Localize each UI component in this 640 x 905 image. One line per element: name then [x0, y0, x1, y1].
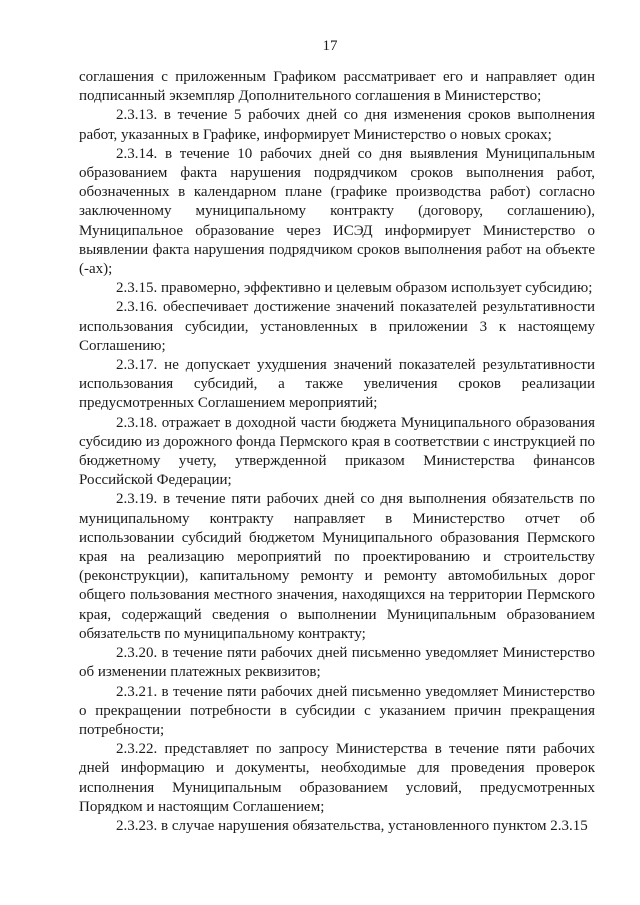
paragraph-continuation: соглашения с приложенным Графиком рассматривает его и направляет один подписанный экземпляр Дополнительного соглашения в Министерство; — [79, 69, 595, 105]
paragraph-2-3-22: 2.3.22. представляет по запросу Министерства в течение пяти рабочих дней информацию и документы, необходимые для проведения проверок исполнения Муниципальным образованием условий, предусмотренных Порядком и настоящим Соглашением; — [79, 741, 595, 815]
paragraph-2-3-14: 2.3.14. в течение 10 рабочих дней со дня выявления Муниципальным образованием факта нарушения подрядчиком сроков выполнения работ, обозначенных в календарном плане (графике производства работ) согласно заключенному муниципальному контракту (договору, соглашению), Муниципальное образование через ИСЭД информирует Министерство о выявлении факта нарушения подрядчиком сроков выполнения работ на объекте (-ах); — [79, 145, 595, 278]
document-body — [79, 68, 595, 836]
paragraph-2-3-20: 2.3.20. в течение пяти рабочих дней письменно уведомляет Министерство об изменении платежных реквизитов; — [79, 645, 595, 681]
paragraph-2-3-23: 2.3.23. в случае нарушения обязательства, установленного пунктом 2.3.15 — [116, 817, 588, 834]
paragraph-2-3-19: 2.3.19. в течение пяти рабочих дней со дня выполнения обязательств по муниципальному контракту направляет в Министерство отчет об использовании субсидий бюджетом Муниципального образования Пермского края на реализацию мероприятий по проектированию и строительству (реконструкции), капитальному ремонту и ремонту автомобильных дорог общего пользования местного значения, находящихся на территории Пермского края, содержащий сведения о выполнении Муниципальным образованием обязательств по муниципальному контракту; — [79, 491, 595, 642]
paragraph-2-3-13: 2.3.13. в течение 5 рабочих дней со дня изменения сроков выполнения работ, указанных в Графике, информирует Министерство о новых сроках; — [79, 107, 595, 143]
page-number: 17 — [322, 38, 338, 54]
paragraph-2-3-15: 2.3.15. правомерно, эффективно и целевым образом использует субсидию; — [116, 280, 593, 297]
paragraph-2-3-18: 2.3.18. отражает в доходной части бюджета Муниципального образования субсидию из дорожного фонда Пермского края в соответствии с инструкцией по бюджетному учету, утвержденной приказом Министерства финансов Российской Федерации; — [79, 414, 595, 489]
paragraph-2-3-16: 2.3.16. обеспечивает достижение значений показателей результативности использования субсидии, установленных в приложении 3 к настоящему Соглашению; — [79, 299, 595, 354]
paragraph-2-3-17: 2.3.17. не допускает ухудшения значений показателей результативности использования субсидий, а также увеличения сроков реализации предусмотренных Соглашением мероприятий; — [79, 357, 595, 412]
paragraph-2-3-21: 2.3.21. в течение пяти рабочих дней письменно уведомляет Министерство о прекращении потребности в субсидии с указанием причин прекращения потребности; — [79, 683, 595, 738]
